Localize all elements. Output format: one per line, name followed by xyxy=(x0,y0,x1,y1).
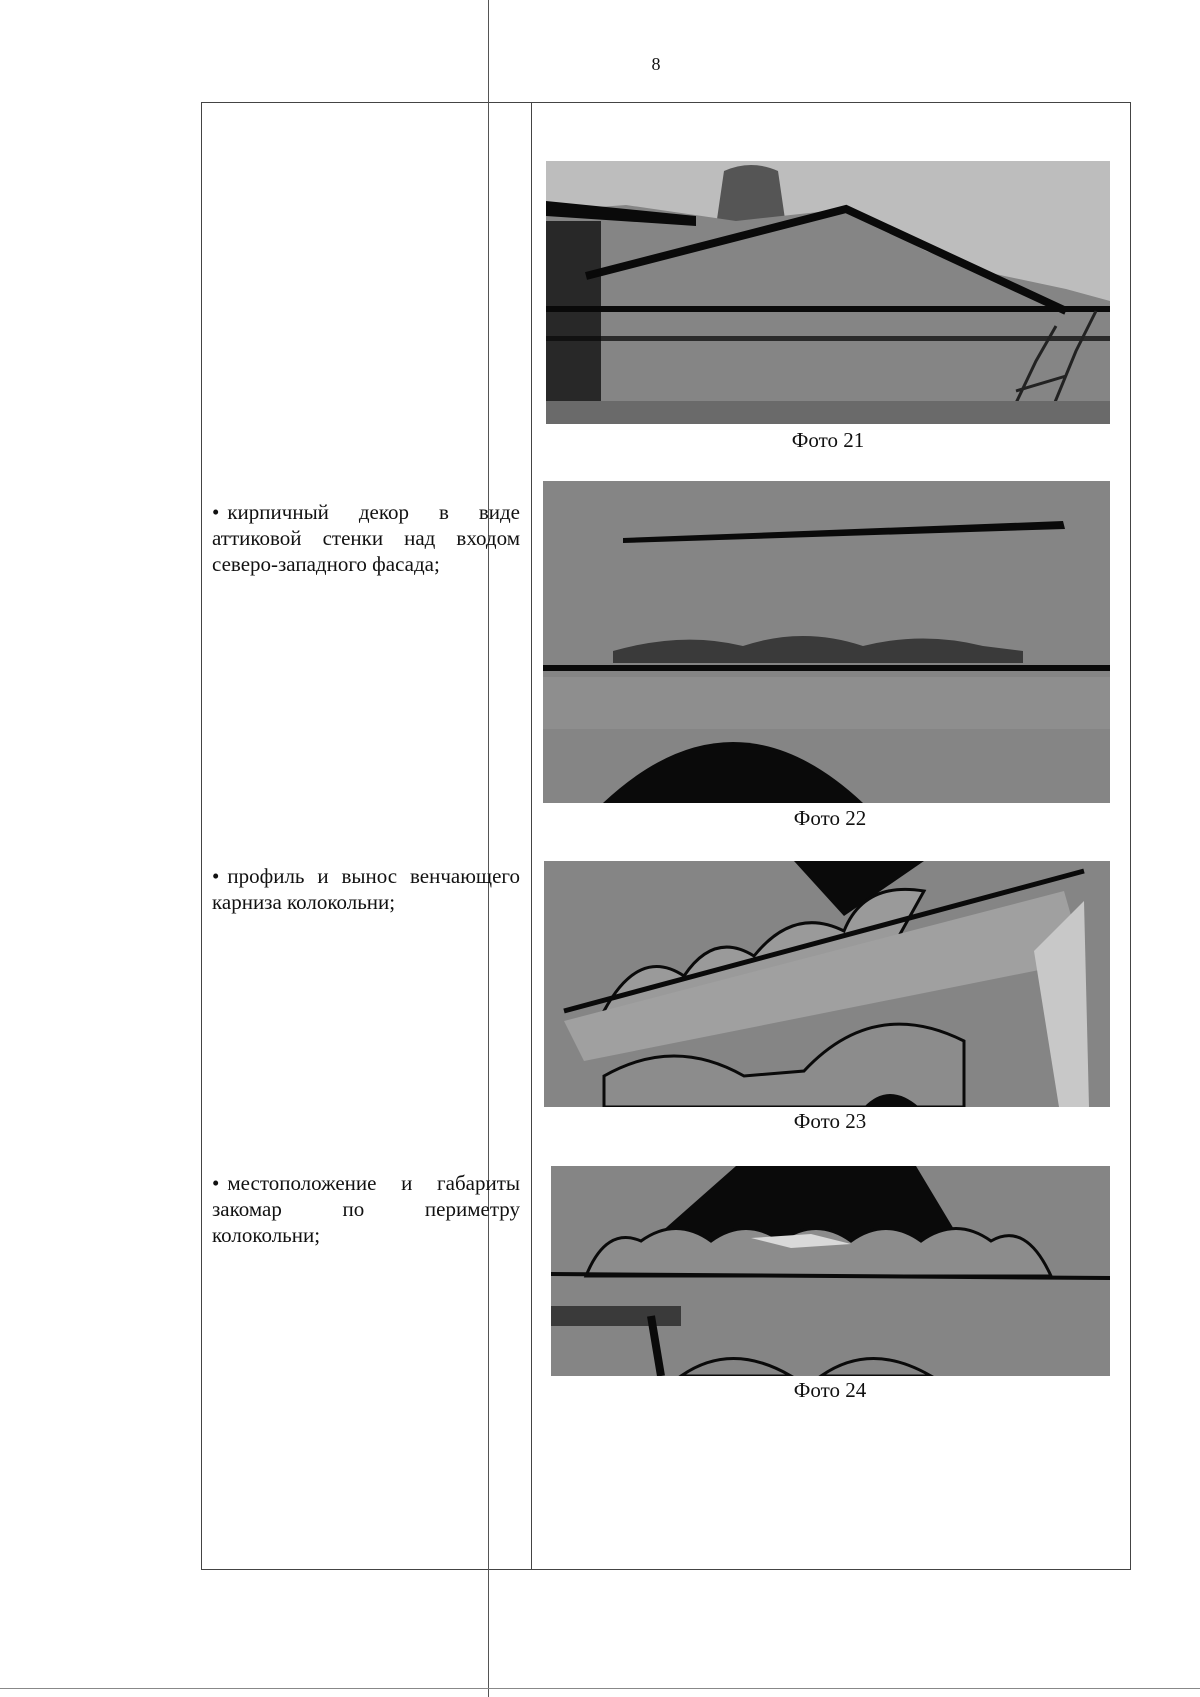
page-number: 8 xyxy=(651,54,661,74)
scan-artifact-bottom-line xyxy=(0,1688,1200,1689)
photo-caption: Фото 23 xyxy=(793,1109,867,1133)
bullet-icon: • xyxy=(212,1171,220,1195)
list-item-text: профиль и вынос венчающего карниза колокольни; xyxy=(212,864,520,914)
photo-caption: Фото 22 xyxy=(793,806,867,830)
list-item-text: местоположение и габариты закомар по периметру колокольни; xyxy=(212,1171,520,1247)
list-item xyxy=(212,499,520,577)
photo-caption: Фото 21 xyxy=(791,428,865,452)
brick-attic-wall-photo xyxy=(543,481,1110,803)
bell-tower-zakomaras-photo xyxy=(551,1166,1110,1376)
list-item xyxy=(212,1170,520,1248)
table-column-divider xyxy=(531,102,532,1570)
gable-roof-with-dome-photo xyxy=(546,161,1110,424)
list-item xyxy=(212,863,520,915)
bell-tower-cornice-photo xyxy=(544,861,1110,1107)
bullet-icon: • xyxy=(212,864,220,888)
scan-artifact-line xyxy=(488,0,489,1697)
list-item-text: кирпичный декор в виде аттиковой стенки над входом северо-западного фасада; xyxy=(212,500,520,576)
photo-caption: Фото 24 xyxy=(793,1378,867,1402)
bullet-icon: • xyxy=(212,500,220,524)
